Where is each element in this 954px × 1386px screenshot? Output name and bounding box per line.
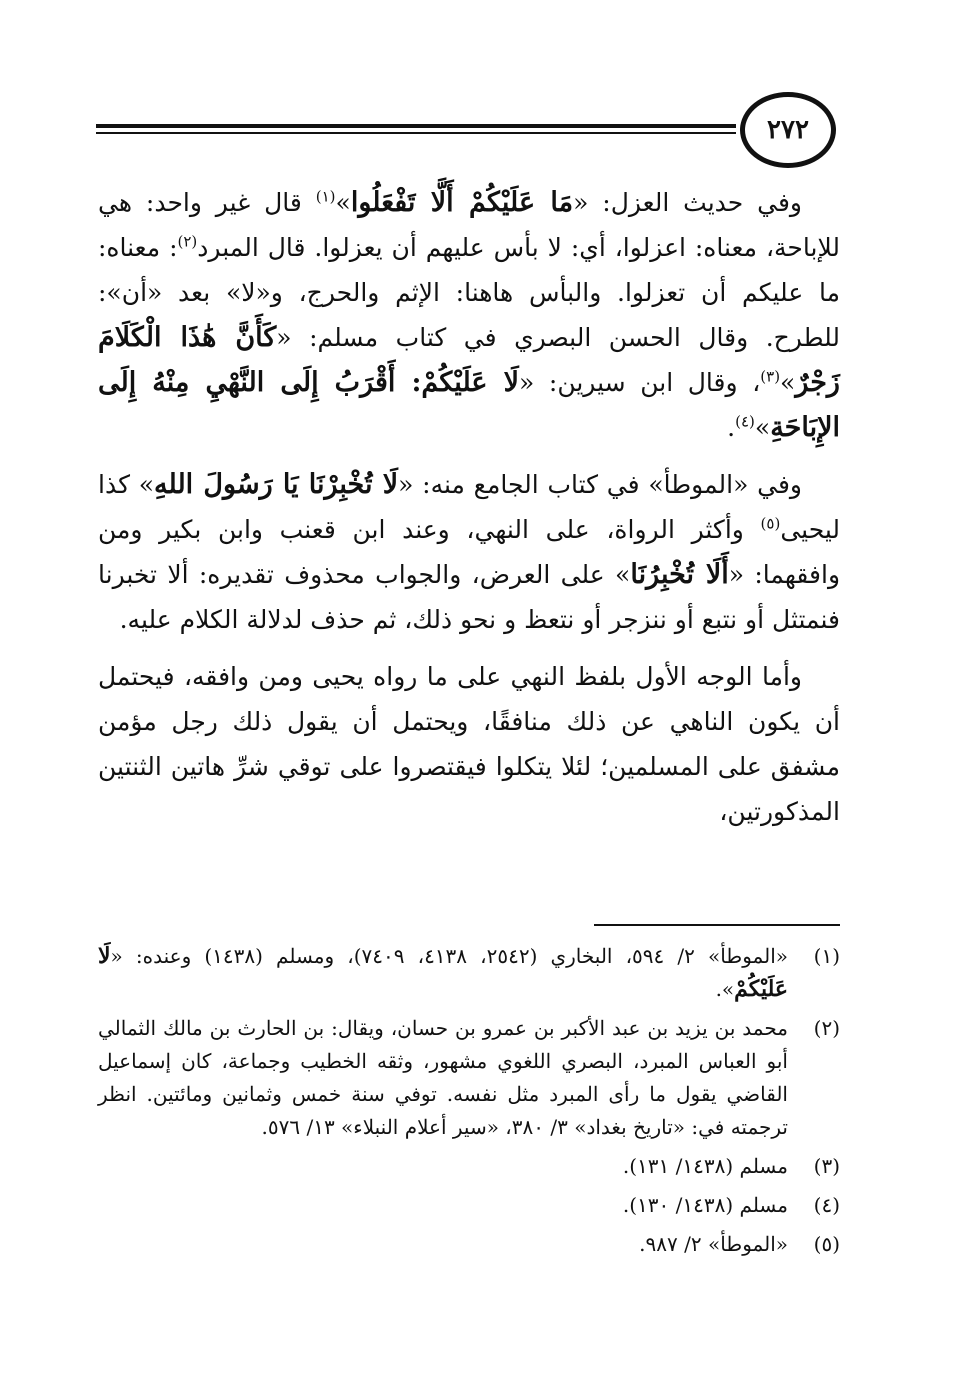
- footnote-ref: (٤): [735, 412, 755, 431]
- hadith-quote: أَلَا تُخْبِرُنَا: [630, 559, 729, 590]
- text-run: وفي «الموطأ» في كتاب الجامع منه: «: [398, 470, 802, 499]
- footnote-text: محمد بن يزيد بن عبد الأكبر بن عمرو بن حسان، ويقال: بن الحارث بن مالك الثمالي أبو العباس المبرد، البصري اللغوي مشهور، وثقه الخطيب وجماعة، كان إسماعيل القاضي يقول ما رأى المبرد مثل نفسه. توفي سنة خمس وثمانين ومائتين. انظر ترجمته في: «تاريخ بغداد» ٣/ ٣٨٠، «سير أعلام النبلاء» ١٣/ ٥٧٦.: [98, 1016, 788, 1139]
- text-run: » كذا ليحيى: [98, 470, 840, 544]
- footnote-text: مسلم (١٤٣٨/ ١٣٠).: [622, 1193, 788, 1217]
- footnotes: [98, 940, 840, 1267]
- page-number: ٢٧٢: [740, 92, 836, 168]
- footnote-item: [98, 1012, 840, 1144]
- footnote-number: (٥): [813, 1232, 840, 1256]
- text-run: .: [727, 413, 736, 442]
- text-run: «الموطأ» ٢/ ٥٩٤، البخاري (٢٥٤٢، ٤١٣٨، ٧٤٠٩)، ومسلم (١٤٣٨) وعنده: «: [110, 944, 788, 968]
- header-rule: [96, 124, 736, 128]
- text-run: »: [780, 368, 796, 397]
- footnote-text: مسلم (١٤٣٨/ ١٣١).: [622, 1154, 788, 1178]
- footnote-number: (٢): [813, 1016, 840, 1040]
- page-header: [96, 92, 842, 178]
- footnote-item: [98, 1228, 840, 1261]
- footnote-text: [98, 940, 788, 1006]
- text-run: »: [335, 188, 351, 217]
- text-run: وأكثر الرواة، على النهي، وعند ابن قعنب وابن بكير ومن وافقهما: «: [98, 515, 841, 589]
- text-run: ، وقال ابن سيرين: «: [518, 368, 761, 397]
- footnote-number: (٤): [813, 1193, 840, 1217]
- hadith-quote: مَا عَلَيْكُمْ أَلَّا تَفْعَلُوا: [350, 187, 574, 218]
- footnote-number: (٣): [813, 1154, 840, 1178]
- footnote-text: «الموطأ» ٢/ ٩٨٧.: [639, 1232, 788, 1256]
- paragraph-2: [98, 462, 840, 642]
- hadith-quote: لَا تُخْبِرْنَا يَا رَسُولَ اللهِ: [154, 469, 399, 500]
- footnote-item: [98, 1189, 840, 1222]
- footnote-number: (١): [813, 944, 840, 968]
- footnote-ref: (١): [315, 187, 336, 206]
- footnote-ref: (٢): [177, 232, 198, 251]
- footnote-divider: [594, 924, 840, 926]
- text-run: ».: [715, 977, 735, 1001]
- footnote-item: [98, 940, 840, 1006]
- text-run: : معناه: ما عليكم أن تعزلوا. والبأس هاهنا: الإثم والحرج، و«لا» بعد «أن»: للطرح. وقال الحسن البصري في كتاب مسلم: «: [98, 233, 840, 352]
- footnote-item: [98, 1150, 840, 1183]
- footnote-ref: (٣): [760, 367, 781, 386]
- header-rule-thin: [96, 132, 736, 134]
- text-run: قال غير واحد: هي للإباحة، معناه: اعزلوا، أي: لا بأس عليهم أن يعزلوا. قال المبرد: [98, 188, 840, 262]
- paragraph-3: وأما الوجه الأول بلفظ النهي على ما رواه يحيى ومن وافقه، فيحتمل أن يكون الناهي عن ذلك منافقًا، ويحتمل أن يقول ذلك رجل مؤمن مشفق على المسلمين؛ لئلا يتكلوا فيقتصروا على توقي شرِّ هاتين الثنتين المذكورتين،: [98, 662, 840, 826]
- footnote-ref: (٥): [760, 514, 781, 533]
- hadith-quote: لَا عَلَيْكُمْ: [98, 943, 788, 1002]
- text-run: » على العرض، والجواب محذوف تقديره: ألا تخبرنا فنمتثل أو نتبع أو ننزجر أو نتعظ و نحو ذلك، ثم حذف لدلالة الكلام عليه.: [98, 560, 840, 634]
- text-run: »: [754, 413, 771, 442]
- text-run: وفي حديث العزل: «: [573, 188, 802, 217]
- paragraph-1: [98, 180, 840, 450]
- main-text: [98, 180, 840, 846]
- hadith-quote: كَأَنَّ هَٰذَا الْكَلَامَ زَجْرٌ: [98, 322, 840, 398]
- hadith-quote: لَا عَلَيْكُمْ: أَقْرَبُ إِلَى النَّهْيِ مِنْهُ إِلَى الإِبَاحَةِ: [98, 367, 840, 443]
